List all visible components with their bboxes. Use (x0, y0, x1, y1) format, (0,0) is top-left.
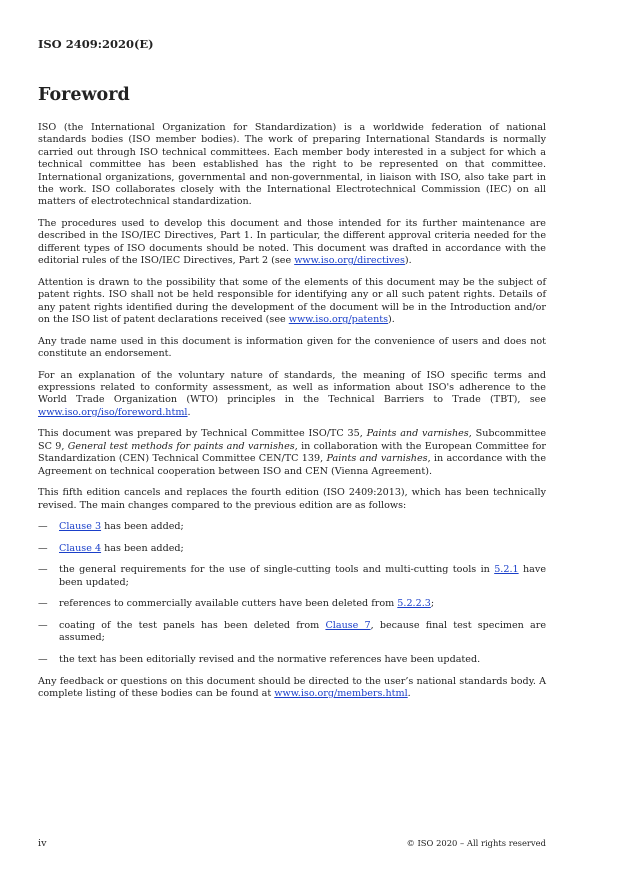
text: ). (404, 255, 412, 267)
paragraph-iso-intro: ISO (the International Organization for Standardization) is a worldwide federation of national standards bodies (ISO member bodies). The work of preparing International Standards is normally carried out through ISO technical committees. Each member body interested in a subject for which a technical committee has been established has the right to be represented on that committee. International organizations, governmental and non-governmental, in liaison with ISO, also take part in the work. ISO collaborates closely with the International Electrotechnical Commission (IEC) on all matters of electrotechnical standardization. (38, 122, 546, 208)
text: ). (388, 314, 395, 326)
subcommittee-title: General test methods for paints and varnishes (67, 440, 295, 452)
text: This document was prepared by Technical Committee ISO/TC 35, (38, 428, 367, 440)
paragraph-procedures (38, 218, 546, 268)
clause-3-link[interactable]: Clause 3 (59, 521, 102, 533)
text: have been updated; (59, 564, 546, 588)
paragraph-committee (38, 428, 546, 478)
text: . (407, 688, 411, 700)
em-dash-bullet: — (38, 654, 48, 666)
text: For an explanation of the voluntary nature of standards, the meaning of ISO specific terms and expressions related to conformity assessment, as well as information about ISO's adherence to the World Trade Organization (WTO) principles in the Technical Barriers to Trade (TBT), see (38, 369, 546, 406)
document-id: ISO 2409:2020(E) (38, 37, 154, 51)
foreword-body (38, 122, 546, 710)
list-item (38, 598, 546, 610)
clause-7-link[interactable]: Clause 7 (325, 620, 371, 632)
em-dash-bullet: — (38, 542, 48, 554)
em-dash-bullet: — (38, 564, 48, 576)
page-title: Foreword (38, 85, 130, 105)
list-item (38, 564, 546, 589)
section-5-2-1-link[interactable]: 5.2.1 (494, 564, 519, 576)
copyright-notice: © ISO 2020 – All rights reserved (406, 838, 546, 848)
text: has been added; (101, 542, 184, 554)
list-item (38, 543, 546, 555)
em-dash-bullet: — (38, 620, 48, 632)
em-dash-bullet: — (38, 521, 48, 533)
foreword-link[interactable]: www.iso.org/iso/foreword.html (38, 406, 188, 418)
text: the text has been editorially revised and the normative references have been updated. (59, 654, 481, 666)
paragraph-voluntary-nature (38, 370, 546, 420)
list-item (38, 654, 546, 666)
directives-link[interactable]: www.iso.org/directives (294, 255, 405, 267)
text: , in collaboration with the European Committee for Standardization (CEN) Technical Committee CEN/TC 139, (38, 440, 546, 465)
text: has been added; (101, 521, 184, 533)
text: The procedures used to develop this document and those intended for its further maintenance are described in the ISO/IEC Directives, Part 1. In particular, the different approval criteria needed for the different types of ISO documents should be noted. This document was drafted in accordance with the editorial rules of the ISO/IEC Directives, Part 2 (see (38, 218, 546, 267)
paragraph-edition: This fifth edition cancels and replaces the fourth edition (ISO 2409:2013), which has been technically revised. The main changes compared to the previous edition are as follows: (38, 487, 546, 511)
clause-4-link[interactable]: Clause 4 (59, 542, 102, 554)
text: , in accordance with the Agreement on technical cooperation between ISO and CEN (Vienna Agreement). (38, 453, 546, 477)
patents-link[interactable]: www.iso.org/patents (288, 314, 389, 326)
cen-committee-title: Paints and varnishes (326, 453, 428, 465)
section-5-2-2-3-link[interactable]: 5.2.2.3 (397, 598, 431, 610)
paragraph-trade-name: Any trade name used in this document is information given for the convenience of users and does not constitute an endorsement. (38, 335, 546, 360)
text: coating of the test panels has been deleted from (59, 620, 326, 632)
list-item (38, 620, 546, 645)
em-dash-bullet: — (38, 598, 48, 610)
list-item (38, 521, 546, 533)
members-link[interactable]: www.iso.org/members.html (274, 688, 408, 700)
text: ; (430, 598, 435, 610)
text: Any feedback or questions on this document should be directed to the user’s national standards body. A complete listing of these bodies can be found at (38, 675, 546, 700)
text: . (187, 406, 191, 418)
paragraph-patents (38, 277, 546, 327)
page-number: iv (38, 838, 47, 849)
committee-title: Paints and varnishes (366, 428, 469, 440)
text: Attention is drawn to the possibility that some of the elements of this document may be the subject of patent rights. ISO shall not be held responsible for identifying any or all such patent rights. Details of any patent rights identified during the development of the document will be in the Introduction and/or on the ISO list of patent declarations received (see (38, 276, 546, 326)
text: , because final test specimen are assumed; (59, 620, 547, 644)
text: the general requirements for the use of single-cutting tools and multi-cutting tools in (59, 564, 495, 576)
changes-list (38, 521, 546, 666)
paragraph-feedback (38, 676, 546, 701)
text: references to commercially available cutters have been deleted from (59, 598, 398, 610)
text: , Subcommittee SC 9, (38, 428, 546, 452)
